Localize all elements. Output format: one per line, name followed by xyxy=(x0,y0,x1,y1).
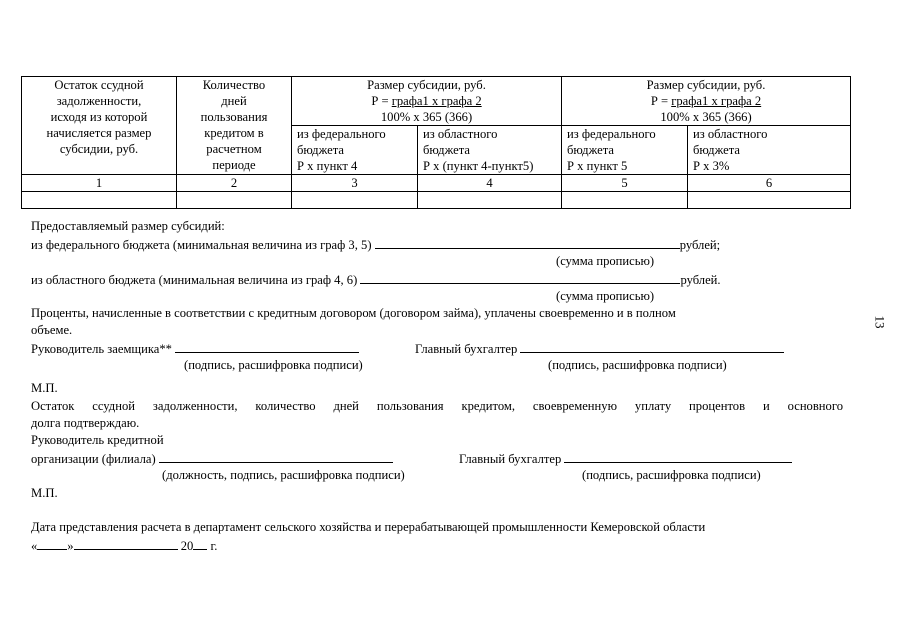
subheader-federal-2: из федерального бюджета Р х пункт 5 xyxy=(562,126,688,175)
borrower-accountant-line xyxy=(415,340,784,357)
header-subsidy-group-2: Размер субсидии, руб. Р = графа1 х графа 2 100% х 365 (366) xyxy=(562,77,851,126)
column-number: 2 xyxy=(177,175,292,192)
regional-amount-blank[interactable] xyxy=(360,271,680,284)
borrower-signature-blank[interactable] xyxy=(175,340,359,353)
empty-data-row xyxy=(22,192,851,209)
sum-in-words-caption: (сумма прописью) xyxy=(556,289,655,303)
column-number: 6 xyxy=(688,175,851,192)
provided-subsidy-heading: Предоставляемый размер субсидий: xyxy=(31,219,225,233)
subheader-regional-1: из областного бюджета Р х (пункт 4-пункт5) xyxy=(418,126,562,175)
credit-org-head-label: Руководитель кредитной xyxy=(31,433,164,447)
header-days-count: Количество дней пользования кредитом в расчетном периоде xyxy=(177,77,292,175)
submission-date-line: « » 20 г. xyxy=(31,539,218,553)
submission-date-label: Дата представления расчета в департамент сельского хозяйства и перерабатывающей промышленности Кемеровской области xyxy=(31,520,706,534)
regional-subsidy-line xyxy=(31,271,721,288)
interest-statement-cont: объеме. xyxy=(31,323,73,337)
credit-org-signature-line xyxy=(31,450,393,467)
credit-org-signature-blank[interactable] xyxy=(159,450,393,463)
interest-statement: Проценты, начисленные в соответствии с кредитным договором (договором займа), уплачены своевременно и в полном xyxy=(31,306,676,320)
federal-subsidy-label: из федерального бюджета (минимальная величина из граф 3, 5) xyxy=(31,238,372,252)
signature-caption: (подпись, расшифровка подписи) xyxy=(548,358,727,372)
credit-accountant-signature-blank[interactable] xyxy=(564,450,792,463)
date-day-blank[interactable] xyxy=(37,537,67,550)
position-signature-caption: (должность, подпись, расшифровка подписи) xyxy=(162,468,405,482)
sum-in-words-caption: (сумма прописью) xyxy=(556,254,655,268)
subsidy-table xyxy=(21,76,851,209)
table-cell[interactable] xyxy=(292,192,418,209)
table-cell[interactable] xyxy=(562,192,688,209)
borrower-signature-line xyxy=(31,340,359,357)
formula-denominator: 100% х 365 (366) xyxy=(660,110,752,124)
column-number: 4 xyxy=(418,175,562,192)
table-cell[interactable] xyxy=(418,192,562,209)
credit-org-head-label-cont: организации (филиала) xyxy=(31,452,156,466)
column-number: 5 xyxy=(562,175,688,192)
federal-amount-blank[interactable] xyxy=(375,236,680,249)
formula-denominator: 100% х 365 (366) xyxy=(380,110,473,124)
chief-accountant-label: Главный бухгалтер xyxy=(415,342,518,356)
signature-caption: (подпись, расшифровка подписи) xyxy=(582,468,761,482)
confirmation-statement-cont: долга подтверждаю. xyxy=(31,416,140,430)
formula-numerator: графа1 х графа 2 xyxy=(391,94,482,108)
formula-numerator: графа1 х графа 2 xyxy=(671,94,762,108)
stamp-place-label: М.П. xyxy=(31,486,58,500)
confirmation-statement: Остаток ссудной задолженности, количество дней пользования кредитом, своевременную уплату процентов и основного xyxy=(31,399,843,413)
column-numbers-row xyxy=(22,175,851,192)
credit-org-accountant-line xyxy=(459,450,792,467)
subheader-federal-1: из федерального бюджета Р х пункт 4 xyxy=(292,126,418,175)
header-subsidy-group-1: Размер субсидии, руб. Р = графа1 х графа 2 100% х 365 (366) xyxy=(292,77,562,126)
column-number: 3 xyxy=(292,175,418,192)
signature-caption: (подпись, расшифровка подписи) xyxy=(184,358,363,372)
table-cell[interactable] xyxy=(22,192,177,209)
column-number: 1 xyxy=(22,175,177,192)
date-year-blank[interactable] xyxy=(193,537,207,550)
regional-unit: рублей. xyxy=(680,273,721,287)
table-cell[interactable] xyxy=(688,192,851,209)
header-remaining-debt: Остаток ссудной задолженности, исходя из которой начисляется размер субсидии, руб. xyxy=(22,77,177,175)
date-month-blank[interactable] xyxy=(74,537,178,550)
chief-accountant-label: Главный бухгалтер xyxy=(459,452,562,466)
regional-subsidy-label: из областного бюджета (минимальная величина из граф 4, 6) xyxy=(31,273,358,287)
accountant-signature-blank[interactable] xyxy=(520,340,784,353)
federal-subsidy-line xyxy=(31,236,720,253)
table-cell[interactable] xyxy=(177,192,292,209)
borrower-head-label: Руководитель заемщика** xyxy=(31,342,172,356)
page-number: 13 xyxy=(872,315,888,329)
federal-unit: рублей; xyxy=(679,238,721,252)
stamp-place-label: М.П. xyxy=(31,381,58,395)
subheader-regional-2: из областного бюджета Р х 3% xyxy=(688,126,851,175)
